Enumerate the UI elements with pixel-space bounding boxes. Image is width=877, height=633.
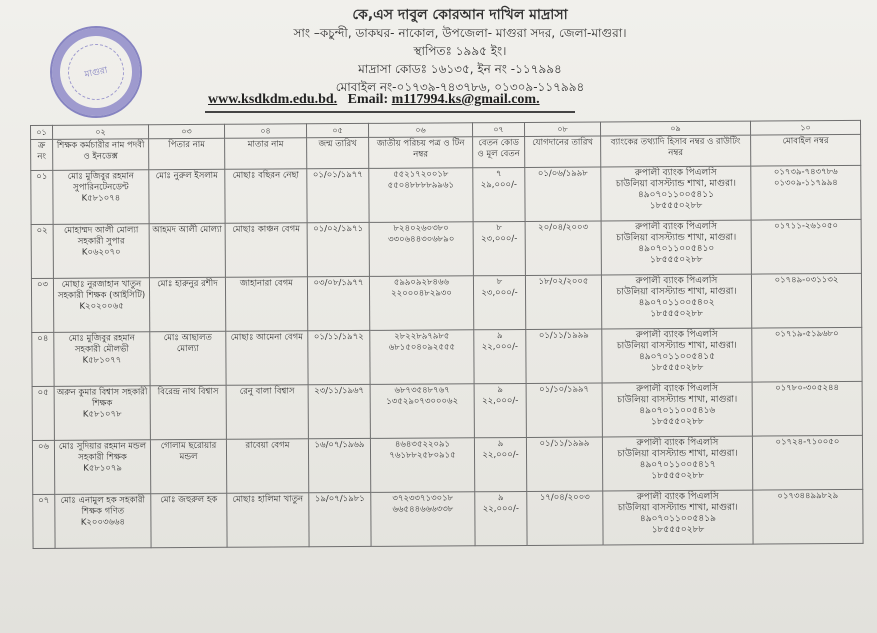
bank-cell-line: রুপালী ব্যাংক পিএলসি bbox=[636, 383, 719, 395]
header-join-date: যোগদানের তারিখ bbox=[525, 136, 601, 167]
serial-cell bbox=[31, 224, 53, 278]
bank-cell bbox=[602, 436, 752, 491]
col-number: ০৮ bbox=[524, 122, 600, 136]
nid-cell bbox=[369, 276, 473, 331]
name-cell-line: K০৬২০৭০ bbox=[81, 247, 121, 258]
mobile-numbers: মোবাইল নং-০১৭৩৯-৭৪৩৭৮৬, ০১৩০৯-১১৭৯৯৪ bbox=[335, 80, 585, 94]
nid-cell-line: ৬৮১৫০৪০৯২৫৫৫ bbox=[388, 342, 456, 353]
name-cell-line: মোছাঃ নুরজাহান খাতুন সহকারী শিক্ষক (আইসিটি) bbox=[57, 279, 146, 301]
bank-cell-line: ৪৯০৭০১১০০৫৪১৭ bbox=[639, 459, 716, 471]
serial-cell bbox=[32, 332, 54, 386]
letterhead bbox=[180, 6, 740, 96]
email-label: Email: bbox=[347, 92, 389, 107]
father-cell bbox=[149, 223, 225, 277]
bank-cell-line: ১৮৫৫৫০২৮৮ bbox=[649, 200, 703, 212]
col-number: ১০ bbox=[750, 120, 860, 135]
header-name: শিক্ষক কর্মচারীর নাম পদবী ও ইনডেক্স bbox=[53, 139, 149, 171]
bank-cell-line: রুপালী ব্যাংক পিএলসি bbox=[635, 275, 718, 287]
join-date-cell bbox=[526, 437, 602, 491]
mother-cell-line: মোছাঃ বছিরন নেছা bbox=[232, 170, 300, 181]
bank-cell-line: চাউলিয়া বাসস্ট্যান্ড শাখা, মাগুরা। bbox=[616, 232, 737, 244]
bank-cell bbox=[603, 490, 753, 545]
salary-cell bbox=[474, 383, 526, 437]
dob-cell-line: ০১/১১/১৯৭২ bbox=[313, 331, 364, 343]
serial-cell bbox=[31, 170, 53, 224]
mother-cell bbox=[226, 385, 308, 439]
mobile-cell-line: ০১৭৩৪৪৯৯৮২৯ bbox=[777, 491, 839, 502]
bank-cell-line: ১৮৫৫৫০২৮৮ bbox=[651, 470, 704, 482]
table-row bbox=[32, 435, 862, 494]
mother-cell bbox=[225, 277, 307, 331]
dob-cell-line: ১৯/০৭/১৯৮১ bbox=[314, 493, 365, 505]
father-cell-line: মোঃ নুরুল ইসলাম bbox=[155, 170, 218, 182]
salary-cell bbox=[473, 221, 525, 275]
nid-cell-line: ৭৬১৮৮২৫৮০৯১৫ bbox=[389, 450, 456, 461]
join-date-cell bbox=[525, 167, 601, 221]
mother-cell-line: রাবেয়া বেগম bbox=[245, 440, 290, 451]
bank-cell-line: ১৮৫৫৫০২৮৮ bbox=[651, 524, 705, 536]
mobile-cell-line: ০১৭৮০-৩০৫২৪৪ bbox=[775, 383, 840, 394]
serial-cell-line: ০৫ bbox=[37, 387, 49, 398]
salary-cell-line: ২৯,০০০/- bbox=[480, 180, 518, 191]
nid-cell bbox=[370, 330, 474, 385]
name-cell-line: মোঃ সুদিয়ার রহমান মন্ডল সহকারী শিক্ষক bbox=[58, 441, 147, 463]
bank-cell bbox=[602, 382, 752, 437]
dob-cell bbox=[309, 492, 371, 546]
seal-text: মাগুরা bbox=[83, 65, 109, 80]
madrasa-code: মাদ্রাসা কোডঃ ১৬১৩৫, ইন নং -১১৭৯৯৪ bbox=[358, 62, 562, 76]
father-cell-line: বিরেন্দ্র নাথ বিশ্বাস bbox=[157, 386, 219, 398]
bank-cell-line: ৪৯০৭০১১০০৫৪১৯ bbox=[639, 513, 716, 525]
name-cell bbox=[54, 440, 150, 495]
dob-cell-line: ০১/০২/১৯৭১ bbox=[313, 223, 364, 235]
salary-cell-line: ২৩,০০০/- bbox=[481, 234, 518, 245]
nid-cell-line: ৪৬৪৩৫২২০৯১ bbox=[394, 439, 451, 450]
col-number: ০৯ bbox=[600, 121, 750, 136]
bank-cell bbox=[601, 274, 751, 329]
header-mother: মাতার নাম bbox=[225, 138, 307, 170]
join-date-cell-line: ০১/১১/১৯৯৯ bbox=[539, 438, 590, 449]
bank-cell-line: ১৮৫৫৫০২৮৮ bbox=[650, 254, 703, 266]
mobile-cell bbox=[753, 489, 863, 544]
bank-cell-line: ৪৯০৭০১১০০৫৪০২ bbox=[638, 297, 715, 309]
seal-center bbox=[63, 39, 129, 105]
mobile-cell-line: ০১৭৪৯-০৩১১৩২ bbox=[774, 275, 839, 286]
join-date-cell bbox=[527, 491, 603, 545]
name-cell-line: K২০০৩৬৬৪ bbox=[80, 517, 126, 528]
salary-cell bbox=[474, 329, 526, 383]
mobile-cell bbox=[751, 165, 861, 220]
header-row bbox=[31, 134, 861, 170]
nid-cell-line: ১৩৫২৯০৭৩০০০৬২ bbox=[386, 396, 459, 407]
mobile-cell bbox=[752, 327, 862, 382]
nid-cell-line: ৫৯৯০৯২৮৪৬৬ bbox=[393, 277, 450, 288]
father-cell-line: আহমদ আলী মোল্যা bbox=[152, 224, 222, 236]
mobile-cell-line: ০১৭২৪-৭১০০৫০ bbox=[775, 437, 840, 448]
table-row bbox=[31, 273, 861, 332]
email-link[interactable]: m117994.ks@gmail.com. bbox=[391, 92, 540, 107]
bank-cell-line: চাউলিয়া বাসস্ট্যান্ড শাখা, মাগুরা। bbox=[617, 394, 738, 406]
table-row bbox=[33, 489, 863, 548]
nid-cell bbox=[369, 222, 473, 277]
nid-cell-line: ৬৮৭৩৫৪৮৭৬৭ bbox=[394, 385, 450, 396]
father-cell-line: গোলাম ছরোয়ার মন্ডল bbox=[160, 440, 217, 463]
name-cell bbox=[54, 332, 150, 387]
table-row bbox=[31, 165, 861, 224]
bank-cell-line: রুপালী ব্যাংক পিএলসি bbox=[635, 329, 718, 341]
salary-cell-line: ২২,০০০/- bbox=[482, 396, 519, 407]
website-link[interactable]: www.ksdkdm.edu.bd. bbox=[208, 92, 338, 107]
serial-cell-line: ০৩ bbox=[36, 279, 49, 290]
salary-cell-line: ২২,০০০/- bbox=[482, 504, 520, 515]
salary-cell bbox=[473, 275, 525, 329]
serial-cell bbox=[31, 278, 53, 332]
dob-cell bbox=[308, 438, 370, 492]
col-number: ০১ bbox=[31, 125, 53, 139]
dob-cell bbox=[308, 384, 370, 438]
name-cell-line: মোঃ এনামুল হক সহকারী শিক্ষক গণিত bbox=[60, 495, 145, 517]
dob-cell bbox=[308, 330, 370, 384]
header-salary: বেতন কোড ও মূল বেতন bbox=[473, 136, 525, 167]
bank-cell bbox=[601, 166, 751, 221]
bank-cell-line: চাউলিয়া বাসস্ট্যান্ড শাখা, মাগুরা। bbox=[615, 178, 736, 190]
serial-cell bbox=[32, 440, 54, 494]
mother-cell bbox=[227, 493, 309, 547]
dob-cell bbox=[307, 168, 369, 222]
name-cell-line: মোহাম্মদ আলী মোল্যা সহকারী সুপার bbox=[63, 225, 139, 247]
bank-cell-line: চাউলিয়া বাসস্ট্যান্ড শাখা, মাগুরা। bbox=[617, 448, 738, 460]
salary-cell-line: ৯ bbox=[497, 493, 504, 504]
salary-cell-line: ৭ bbox=[496, 169, 502, 180]
serial-cell-line: ০৬ bbox=[37, 441, 50, 452]
name-cell-line: K২০২০০৬৫ bbox=[79, 301, 124, 312]
father-cell bbox=[150, 439, 226, 493]
mother-cell bbox=[226, 439, 308, 493]
name-cell bbox=[55, 494, 151, 549]
name-cell bbox=[53, 224, 149, 279]
serial-cell bbox=[32, 386, 54, 440]
col-number: ০২ bbox=[53, 125, 149, 140]
name-cell-line: K৫৮১০৭৯ bbox=[83, 463, 122, 474]
salary-cell bbox=[475, 491, 527, 545]
father-cell-line: মোঃ আছালত মোল্যা bbox=[163, 332, 212, 355]
bank-cell-line: ৪৯০৭০১১০০৫৪১১ bbox=[637, 189, 714, 201]
join-date-cell bbox=[525, 275, 601, 329]
name-cell-line: মোঃ মুজিবুর রহমান সহকারী মৌলভী bbox=[68, 333, 135, 355]
dob-cell bbox=[307, 276, 369, 330]
header-bank: ব্যাংকের তথ্যাদি হিসাব নম্বর ও রাউটিং নম্বর bbox=[601, 135, 751, 167]
father-cell bbox=[149, 169, 225, 223]
salary-cell bbox=[474, 437, 526, 491]
bank-cell-line: চাউলিয়া বাসস্ট্যান্ড শাখা, মাগুরা। bbox=[617, 502, 738, 514]
nid-cell bbox=[369, 168, 473, 223]
established-year: স্থাপিতঃ ১৯৯৫ ইং। bbox=[413, 44, 507, 58]
salary-cell-line: ৯ bbox=[497, 331, 503, 342]
contact-line bbox=[208, 92, 540, 108]
col-number: ০৩ bbox=[149, 124, 225, 138]
bank-cell-line: চাউলিয়া বাসস্ট্যান্ড শাখা, মাগুরা। bbox=[616, 340, 737, 352]
name-cell-line: K৫৮১০৭৪ bbox=[81, 193, 121, 204]
bank-cell-line: ৪৯০৭০১১০০৫৪১৬ bbox=[639, 405, 716, 417]
bank-cell-line: ১৮৫৫৫০২৮৮ bbox=[650, 416, 704, 428]
bank-cell-line: রুপালী ব্যাংক পিএলসি bbox=[635, 221, 718, 233]
salary-cell-line: ৯ bbox=[497, 439, 504, 450]
join-date-cell-line: ০১/১১/১৯৯৯ bbox=[538, 330, 589, 341]
col-number: ০৫ bbox=[306, 123, 368, 137]
mobile-cell bbox=[751, 273, 861, 328]
nid-cell-line: ৩৭২৩৩৭১৩০১৮ bbox=[392, 493, 454, 504]
mobile-cell-line: ০১৭৩৯-৭৪৩৭৮৬ ০১৩০৯-১১৭৯৯৪ bbox=[773, 167, 838, 189]
nid-cell-line: ৩৩০৬৪৪৩০৬৮৯০ bbox=[388, 234, 455, 245]
nid-cell-line: ২৮২২৮৯৭৯৮৫ bbox=[394, 331, 450, 342]
institute-address: সাং –কচুন্দী, ডাকঘর- নাকোল, উপজেলা- মাগুরা সদর, জেলা-মাগুরা। bbox=[293, 26, 627, 40]
header-serial: ক্র নং bbox=[31, 139, 53, 170]
bank-cell-line: চাউলিয়া বাসস্ট্যান্ড শাখা, মাগুরা। bbox=[616, 286, 737, 298]
mother-cell-line: মোছাঃ কাঞ্চন বেগম bbox=[232, 224, 300, 235]
salary-cell-line: ২২,০০০/- bbox=[482, 450, 519, 461]
mother-cell bbox=[225, 169, 307, 223]
dob-cell-line: ০৩/০৮/১৯৭৭ bbox=[313, 277, 364, 289]
salary-cell-line: ৮ bbox=[496, 277, 503, 288]
salary-cell-line: ৮ bbox=[496, 223, 502, 234]
nid-cell bbox=[370, 384, 474, 439]
mobile-cell bbox=[752, 435, 862, 490]
header-dob: জন্ম তারিখ bbox=[307, 137, 369, 168]
join-date-cell-line: ১৭/০৪/২০০৩ bbox=[539, 492, 590, 503]
table-row bbox=[32, 327, 862, 386]
bank-cell-line: রুপালী ব্যাংক পিএলসি bbox=[636, 491, 719, 503]
nid-cell bbox=[371, 492, 475, 547]
mother-cell-line: রেনু বালা বিশ্বাস bbox=[239, 386, 295, 397]
bank-cell-line: ১৮৫৫৫০২৮৮ bbox=[650, 308, 703, 320]
mother-cell bbox=[226, 331, 308, 385]
serial-cell-line: ০৭ bbox=[38, 495, 50, 506]
join-date-cell-line: ১৮/০২/২০০৫ bbox=[538, 276, 589, 287]
bank-cell-line: রুপালী ব্যাংক পিএলসি bbox=[636, 437, 719, 449]
name-cell bbox=[53, 170, 149, 225]
dob-cell-line: ১৬/০৭/১৯৬৯ bbox=[314, 439, 365, 451]
father-cell bbox=[150, 331, 226, 385]
name-cell bbox=[54, 386, 150, 441]
name-cell-line: মোঃ মুজিবুর রহমান সুপারিনটেনডেন্ট bbox=[67, 171, 134, 193]
name-cell-line: K৫৮১০৭৭ bbox=[82, 355, 122, 366]
father-cell bbox=[150, 385, 226, 439]
nid-cell-line: ৫৫০৪৮৮৮৮৯৯৬১ bbox=[387, 180, 455, 191]
nid-cell-line: ৮২৪০২৬০৩৮০ bbox=[393, 223, 449, 234]
join-date-cell bbox=[526, 329, 602, 383]
header-mobile: মোবাইল নম্বর bbox=[751, 134, 861, 166]
serial-cell-line: ০২ bbox=[36, 225, 48, 236]
mother-cell bbox=[225, 223, 307, 277]
mobile-cell-line: ০১৭১১-২৬১০৫০ bbox=[774, 221, 839, 232]
join-date-cell-line: ২০/০৪/২০০৩ bbox=[538, 222, 589, 233]
col-number: ০৬ bbox=[368, 123, 472, 138]
salary-cell-line: ৯ bbox=[497, 385, 503, 396]
header-nid: জাতীয় পরিচয় পত্র ও টিন নম্বর bbox=[369, 137, 473, 169]
join-date-cell-line: ০১/০৬/১৯৯৮ bbox=[537, 168, 588, 179]
mother-cell-line: জাহানারা বেগম bbox=[240, 278, 293, 289]
serial-cell bbox=[33, 494, 55, 548]
father-cell-line: মোঃ হারুনুর রশীদ bbox=[157, 278, 218, 290]
table-row bbox=[32, 381, 862, 440]
name-cell bbox=[53, 278, 149, 333]
header-father: পিতার নাম bbox=[149, 138, 225, 169]
salary-cell-line: ২৩,০০০/- bbox=[481, 288, 518, 299]
bank-cell-line: ১৮৫৫৫০২৮৮ bbox=[650, 362, 704, 374]
name-cell-line: K৫৮১০৭৮ bbox=[82, 409, 122, 420]
institution-seal bbox=[41, 17, 150, 126]
bank-cell bbox=[601, 220, 751, 275]
mobile-cell-line: ০১৭১৯-৫১৯৬৮০ bbox=[774, 329, 839, 340]
nid-cell-line: ৫৫২১৭২০০১৮ bbox=[393, 169, 449, 180]
table-row bbox=[31, 219, 861, 278]
nid-cell bbox=[370, 438, 474, 493]
header-divider bbox=[205, 111, 575, 113]
mobile-cell bbox=[752, 381, 862, 436]
mobile-cell bbox=[751, 219, 861, 274]
mother-cell-line: মোছাঃ হালিমা খাতুন bbox=[232, 494, 304, 505]
father-cell bbox=[149, 277, 225, 331]
dob-cell-line: ০১/০১/১৯৭৭ bbox=[312, 169, 363, 181]
col-number: ০৪ bbox=[224, 124, 306, 139]
join-date-cell bbox=[525, 221, 601, 275]
name-cell-line: অরুন কুমার বিশ্বাস সহকারী শিক্ষক bbox=[56, 387, 148, 409]
nid-cell-line: ৬৬৫৪৪৬৬৬৩৩৮ bbox=[392, 504, 454, 515]
serial-cell-line: ০১ bbox=[36, 171, 48, 182]
bank-cell-line: রুপালী ব্যাংক পিএলসি bbox=[634, 167, 717, 179]
dob-cell bbox=[307, 222, 369, 276]
bank-cell bbox=[602, 328, 752, 383]
bank-cell-line: ৪৯০৭০১১০০৫৪১০ bbox=[638, 243, 715, 255]
serial-cell-line: ০৪ bbox=[37, 333, 49, 344]
col-number: ০৭ bbox=[472, 122, 524, 136]
staff-table bbox=[30, 120, 864, 549]
father-cell bbox=[151, 493, 227, 547]
join-date-cell-line: ০১/১০/১৯৯৭ bbox=[539, 384, 590, 395]
dob-cell-line: ২৩/১১/১৯৬৭ bbox=[314, 385, 365, 397]
join-date-cell bbox=[526, 383, 602, 437]
nid-cell-line: ২২০০০৪৮২৯৩০ bbox=[391, 288, 452, 299]
father-cell-line: মোঃ জহুরুল হক bbox=[160, 494, 218, 506]
mother-cell-line: মোছাঃ আমেনা বেগম bbox=[230, 332, 303, 343]
bank-cell-line: ৪৯০৭০১১০০৫৪১৫ bbox=[638, 351, 715, 363]
salary-cell bbox=[473, 167, 525, 221]
salary-cell-line: ২২,০০০/- bbox=[481, 342, 519, 353]
institute-name: কে,এস দাবুল কোরআন দাখিল মাদ্রাসা bbox=[352, 7, 568, 23]
